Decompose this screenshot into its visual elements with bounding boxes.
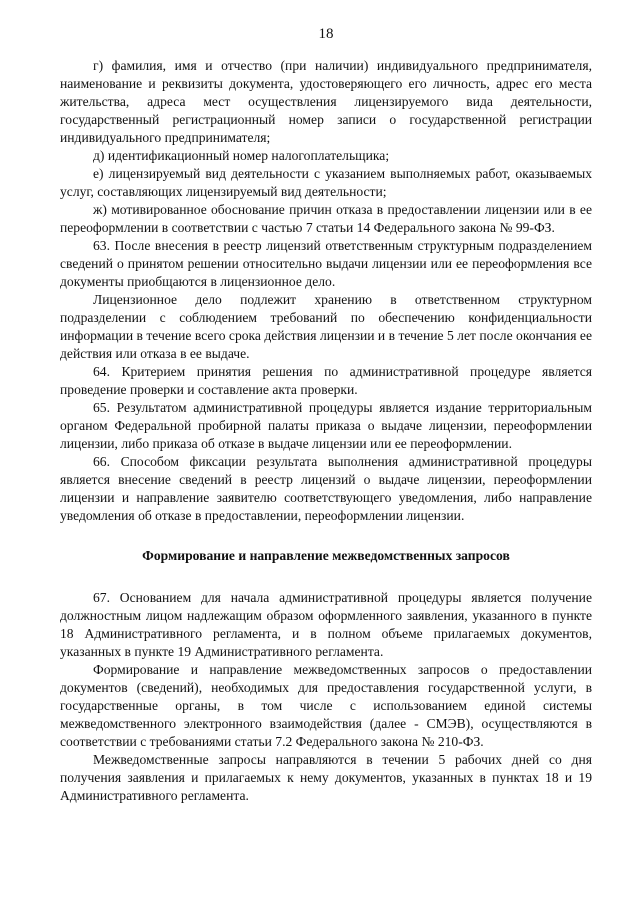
paragraph-requests-formation: Формирование и направление межведомственных запросов о предоставлении документов (сведений), необходимых для предоставления государственной услуги, в государственные органы, в том числе с использованием единой системы межведомственного электронного взаимодействия (далее - СМЭВ), осуществляются в соответствии с требованиями статьи 7.2 Федерального закона № 210-ФЗ. bbox=[60, 662, 592, 749]
page-number: 18 bbox=[318, 26, 334, 42]
paragraph-license-file: Лицензионное дело подлежит хранению в ответственном структурном подразделении с соблюдением требований по обеспечению конфиденциальности информации в течение всего срока действия лицензии и в течение 5 лет после окончания ее действия или отказа в ее выдаче. bbox=[60, 292, 592, 361]
paragraph-d: д) идентификационный номер налогоплательщика; bbox=[93, 148, 390, 163]
paragraph-g: г) фамилия, имя и отчество (при наличии) индивидуального предпринимателя, наименование и реквизиты документа, удостоверяющего его личность, адрес его места жительства, адреса мест осуществления лицензируемого вида деятельности, государственный регистрационный номер записи о государственной регистрации индивидуального предпринимателя; bbox=[60, 58, 592, 145]
paragraph-zh: ж) мотивированное обоснование причин отказа в предоставлении лицензии или в ее переоформлении в соответствии с частью 7 статьи 14 Федерального закона № 99-ФЗ. bbox=[60, 202, 592, 235]
section-heading: Формирование и направление межведомственных запросов bbox=[142, 548, 510, 563]
paragraph-e: е) лицензируемый вид деятельности с указанием выполняемых работ, оказываемых услуг, составляющих лицензируемый вид деятельности; bbox=[60, 166, 592, 199]
paragraph-66: 66. Способом фиксации результата выполнения административной процедуры является внесение сведений в реестр лицензий о выдаче лицензии, переоформлении лицензии и направление заявителю соответствующего уведомления, либо направление уведомления об отказе в предоставлении, переоформлении лицензии. bbox=[60, 454, 592, 523]
paragraph-63: 63. После внесения в реестр лицензий ответственным структурным подразделением сведений о принятом решении относительно выдачи лицензии или ее переоформления все документы приобщаются в лицензионное дело. bbox=[60, 238, 592, 289]
paragraph-65: 65. Результатом административной процедуры является издание территориальным органом Федеральной пробирной палаты приказа о выдаче лицензии, переоформлении лицензии, либо приказа об отказе в выдаче лицензии или ее переоформлении. bbox=[60, 400, 592, 451]
paragraph-67: 67. Основанием для начала административной процедуры является получение должностным лицом надлежащим образом оформленного заявления, указанного в пункте 18 Административного регламента, и в полном объеме прилагаемых документов, указанных в пункте 19 Административного регламента. bbox=[60, 590, 592, 659]
paragraph-64: 64. Критерием принятия решения по административной процедуре является проведение проверки и составление акта проверки. bbox=[60, 364, 592, 397]
paragraph-requests-timing: Межведомственные запросы направляются в течении 5 рабочих дней со дня получения заявления и прилагаемых к нему документов, указанных в пунктах 18 и 19 Административного регламента. bbox=[60, 752, 592, 803]
